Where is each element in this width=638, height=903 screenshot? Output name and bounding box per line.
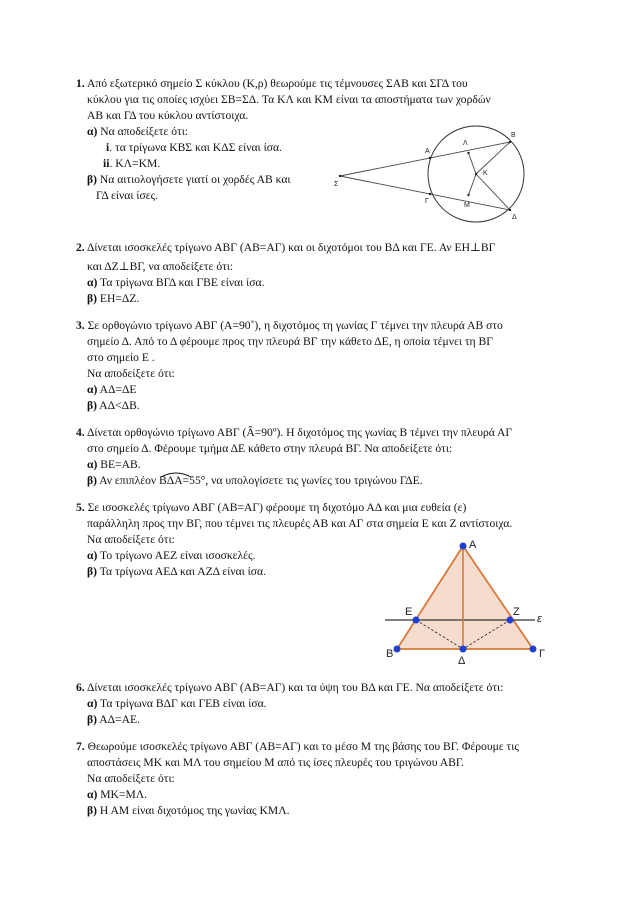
label-m: Μ [464,202,470,209]
part-label: α) [87,383,98,396]
subpart-label: i [106,141,110,154]
subpart-label: ii [103,157,110,170]
part-text: ΑΔ=ΔΕ [99,383,137,396]
problem-text: Θεωρούμε ισοσκελές τρίγωνο ΑΒΓ (ΑΒ=ΑΓ) και το μέσο Μ της βάσης του ΒΓ. Φέρουμε τις [87,740,519,753]
problem-1-part-a [87,125,188,139]
problem-1-part-ii [103,157,160,171]
problem-2-line-1 [76,241,495,255]
part-text: ΕΗ=ΔΖ. [99,292,140,305]
figure-isosceles-triangle [385,536,555,666]
subpart-text: . ΚΛ=ΚΜ. [109,157,161,170]
part-text: Τα τρίγωνα ΒΔΓ και ΓΕΒ είναι ίσα. [100,697,267,710]
problem-6-part-b [87,713,140,727]
problem-4-part-a [87,458,141,472]
point-d [460,646,467,653]
label-a: Α [425,148,430,155]
problem-7-part-b [87,804,290,818]
point-b [394,646,401,653]
part-label: β) [87,292,97,305]
point-s [339,175,341,177]
part-label: α) [87,697,98,710]
point-g [530,646,537,653]
angle-arc-icon [159,470,193,478]
part-label: β) [87,804,97,817]
point-a [429,157,431,159]
segment-kb [476,142,510,174]
part-text: ΜΚ=ΜΛ. [100,788,148,801]
point-e [413,617,420,624]
problem-text: Δίνεται ισοσκελές τρίγωνο ΑΒΓ (ΑΒ=ΑΓ) και τα ύψη του ΒΔ και ΓΕ. Να αποδείξετε ότι: [86,681,504,694]
problem-3-part-a [87,383,137,397]
point-b [509,141,511,143]
problem-3-line-2: σημείο Δ. Από το Δ φέρουμε προς την πλευρά ΒΓ την κάθετο ΔΕ, η οποία τέμνει τη ΒΓ [87,335,493,348]
part-label: α) [87,125,98,138]
problem-1-line-3: ΑΒ και ΓΔ του κύκλου αντίστοιχα. [87,109,249,122]
problem-1-line-1 [76,77,468,91]
part-text: Να αιτιολογήσετε γιατί οι χορδές ΑΒ και [99,173,291,186]
problem-5-line-3: Να αποδείξετε ότι: [87,533,175,546]
problem-7-line-2: αποστάσεις ΜΚ και ΜΛ του σημείου Μ από τις ίσες πλευρές του τριγώνου ΑΒΓ. [87,756,465,769]
problem-3-line-1 [76,319,503,333]
problem-2-line-2: και ΔΖ⊥ΒΓ, να αποδείξετε ότι: [87,260,234,273]
problem-number: 7. [76,740,85,753]
problem-number: 4. [76,426,85,439]
part-label: α) [87,788,98,801]
label-g: Γ [539,648,546,660]
problem-1-part-b [87,173,291,187]
problem-2-part-a [87,276,265,290]
problem-6-part-a [87,697,267,711]
problem-6-line-1 [76,681,503,695]
part-text: ΑΔ<ΔΒ. [99,399,140,412]
problem-5-part-a [87,549,256,563]
part-text: Αν επιπλέον [99,474,157,487]
problem-3-part-b [87,399,140,413]
problem-number: 3. [76,319,85,332]
point-k [475,173,477,175]
problem-2-part-b [87,292,139,306]
label-b: Β [386,648,394,660]
apothem-kl [469,153,477,174]
problem-1-part-b-line-2: ΓΔ είναι ίσες. [96,189,159,202]
problem-7-part-a [87,788,147,802]
label-s: Σ [334,181,339,188]
point-m [467,194,469,196]
problem-5-part-b [87,565,266,579]
problem-5-line-1 [76,501,466,515]
problem-text: =90º). Η διχοτόμος της γωνίας Β τέμνει την πλευρά ΑΓ [254,426,513,439]
problem-text: Δίνεται ορθογώνιο τρίγωνο ΑΒΓ ( [86,426,247,439]
part-text: Η ΑΜ είναι διχοτόμος της γωνίας ΚΜΛ. [99,804,290,817]
part-text: Τα τρίγωνα ΒΓΔ και ΓΒΕ είναι ίσα. [100,276,265,289]
problem-number: 1. [76,77,85,90]
label-z: Ζ [513,606,520,618]
label-d: Δ [458,655,466,667]
problem-number: 6. [76,681,85,694]
label-g: Γ [425,198,429,205]
label-epsilon: ε [537,613,542,625]
problem-number: 2. [76,241,85,254]
label-d: Δ [512,214,517,221]
problem-3-line-4: Να αποδείξετε ότι: [87,367,175,380]
point-a [460,543,467,550]
point-d [509,209,511,211]
problem-1-part-i [106,141,282,155]
problem-4-part-b [87,474,423,488]
part-label: β) [87,565,97,578]
problem-5-line-2: παράλληλη προς την ΒΓ, που τέμνει τις πλευρές ΑΒ και ΑΓ στα σημεία Ε και Ζ αντίστοιχα. [87,517,513,530]
problem-7-line-1 [76,740,519,754]
part-text: ΑΔ=ΑΕ. [99,713,140,726]
part-label: β) [87,173,97,186]
problem-4-line-1 [76,426,512,440]
part-text: ΒΕ=ΑΒ. [100,458,141,471]
subpart-text: . τα τρίγωνα ΚΒΣ και ΚΔΣ είναι ίσα. [109,141,282,154]
part-label: β) [87,399,97,412]
problem-text: Σε ορθογώνιο τρίγωνο ΑΒΓ (Α=90˚), η διχοτόμος τη γωνίας Γ τέμνει την πλευρά ΑΒ στο [87,319,503,332]
label-e: Ε [405,606,413,618]
problem-text: Δίνεται ισοσκελές τρίγωνο ΑΒΓ (ΑΒ=ΑΓ) και οι διχοτόμοι του ΒΔ και ΓΕ. Αν ΕΗ⊥ΒΓ [86,241,496,254]
part-label: β) [87,474,97,487]
triangle-abg [397,546,533,649]
label-l: Λ [463,140,468,147]
label-k: Κ [483,170,488,177]
apothem-km [469,174,477,195]
problem-1-line-2: κύκλου για τις οποίες ισχύει ΣΒ=ΣΔ. Τα ΚΛ και ΚΜ είναι τα αποστήματα των χορδών [87,93,491,106]
problem-text: Από εξωτερικό σημείο Σ κύκλου (Κ,ρ) θεωρούμε τις τέμνουσες ΣΑΒ και ΣΓΔ του [86,77,468,90]
label-a: Α [469,539,477,551]
point-l [467,152,469,154]
figure-circle-secants [330,122,530,226]
angle-name: ΒΔΑ [159,474,183,487]
problem-7-line-3: Να αποδείξετε ότι: [87,772,175,785]
part-label: β) [87,713,97,726]
part-text: =55°, να υπολογίσετε τις γωνίες του τριγώνου ΓΔΕ. [182,474,423,487]
part-label: α) [87,549,98,562]
angle-symbol: Â [246,426,255,439]
label-b: Β [511,132,516,139]
problem-text: Σε ισοσκελές τρίγωνο ΑΒΓ (ΑΒ=ΑΓ) φέρουμε τη διχοτόμο ΑΔ και μια ευθεία (ε) [87,501,467,514]
point-g [429,193,431,195]
problem-number: 5. [76,501,85,514]
angle-bda [159,474,183,488]
part-text: Να αποδείξετε ότι: [100,125,189,138]
part-label: α) [87,276,98,289]
part-label: α) [87,458,98,471]
part-text: Το τρίγωνο ΑΕΖ είναι ισοσκελές. [100,549,256,562]
problem-3-line-3: στο σημείο Ε . [87,351,155,364]
problem-4-line-2: στο σημείο Δ. Φέρουμε τμήμα ΔΕ κάθετο στην πλευρά ΒΓ. Να αποδείξετε ότι: [87,442,453,455]
part-text: Τα τρίγωνα ΑΕΔ και ΑΖΔ είναι ίσα. [99,565,267,578]
